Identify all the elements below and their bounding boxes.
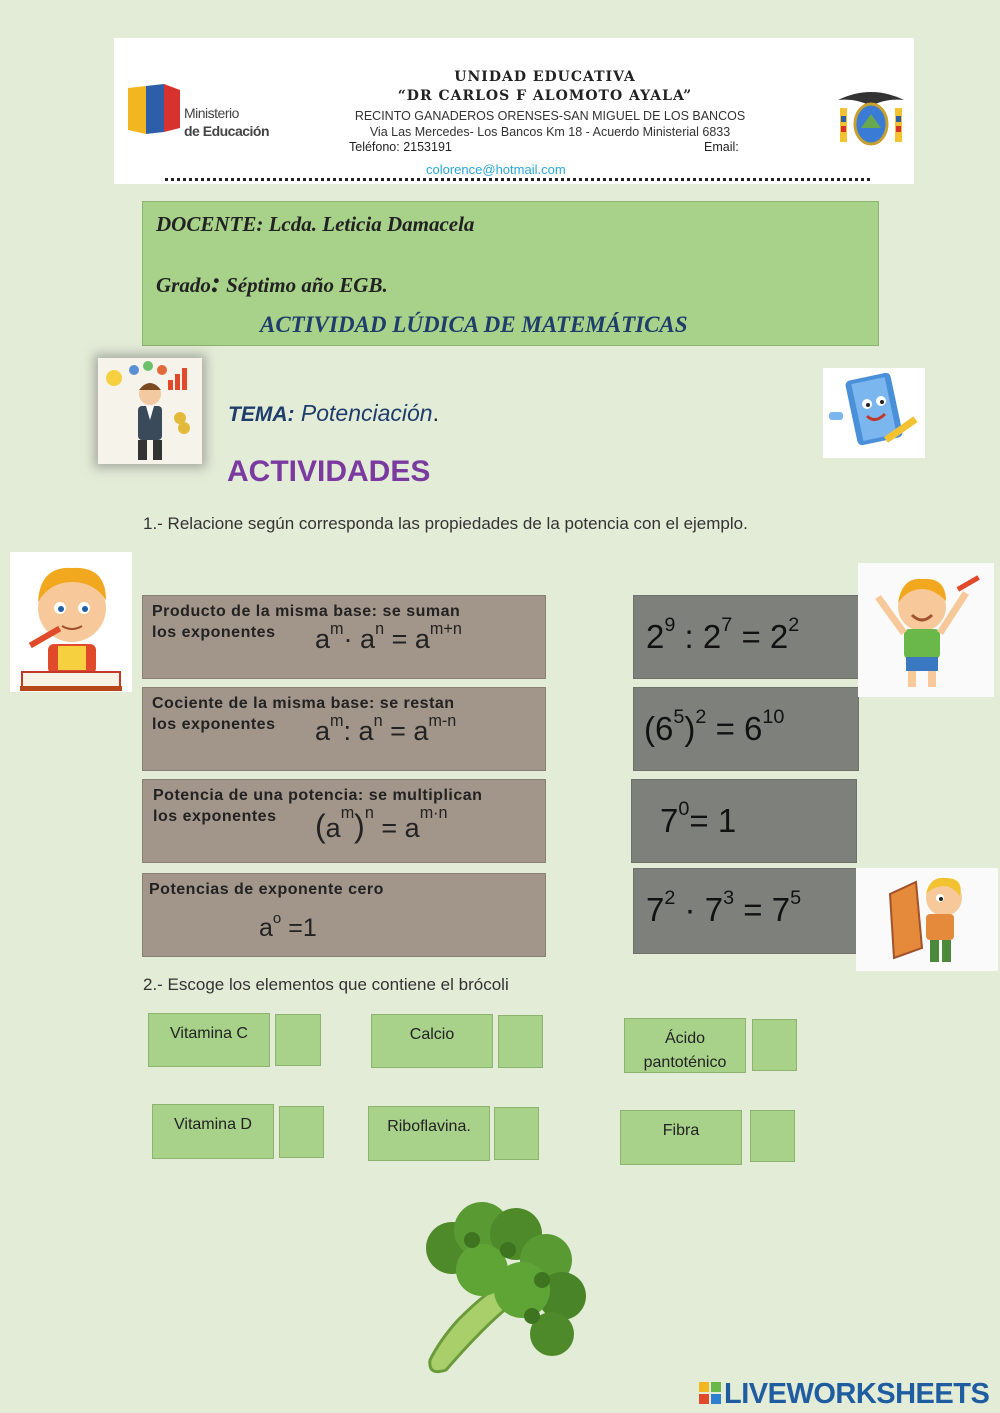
checkbox-vitamina-d[interactable]: [279, 1106, 324, 1158]
example-zero-exponent[interactable]: $7^0= 1$: [631, 779, 857, 863]
coat-of-arms-icon: [834, 86, 908, 150]
liveworksheets-logo-icon: [699, 1382, 721, 1404]
teacher-info-box: [142, 201, 879, 346]
checkbox-riboflavina[interactable]: [494, 1107, 539, 1160]
grade-line: Grado: Séptimo año EGB.: [156, 266, 388, 299]
checkbox-acido-pantotenico[interactable]: [752, 1019, 797, 1071]
activities-heading: ACTIVIDADES: [227, 455, 431, 488]
school-address: RECINTO GANADEROS ORENSES-SAN MIGUEL DE LOS BANCOS Via Las Mercedes- Los Bancos Km 18 - Acuerdo Ministerial 6833: [354, 109, 746, 139]
happy-boy-illustration: [858, 563, 994, 697]
broccoli-illustration: [412, 1200, 592, 1380]
email-label: Email:: [704, 140, 739, 154]
property-power-formula: $(a^m)^n = a^{m\cdot n}$: [315, 804, 448, 844]
activity-title: ACTIVIDAD LÚDICA DE MATEMÁTICAS: [260, 312, 688, 337]
checkbox-fibra[interactable]: [750, 1110, 795, 1162]
notebook-icon: [823, 368, 925, 458]
example-power-of-power[interactable]: $(6^5)^2 = 6^{10}$: [633, 687, 859, 771]
boy-reading-icon: [10, 552, 132, 692]
liveworksheets-watermark: LIVEWORKSHEETS: [724, 1378, 990, 1410]
property-quotient: Cociente de la misma base: se restan los exponentes $a^m$: $a^n = a^{m-n}$: [142, 687, 546, 771]
property-zero-formula: $a^o =1$: [259, 910, 317, 942]
header-divider: [165, 178, 870, 181]
option-calcio: Calcio: [371, 1014, 493, 1068]
option-vitamina-c: Vitamina C: [148, 1013, 270, 1067]
property-power-of-power: Potencia de una potencia: se multiplican los exponentes $(a^m)^n = a^{m\cdot n}$: [142, 779, 546, 863]
notebook-illustration: [823, 368, 925, 458]
checkbox-vitamina-c[interactable]: [275, 1014, 321, 1066]
boy-studying-illustration: [10, 552, 132, 692]
teacher-illustration: [98, 358, 202, 464]
option-fibra: Fibra: [620, 1110, 742, 1165]
option-riboflavina: Riboflavina.: [368, 1106, 490, 1161]
ministry-logo: [126, 84, 184, 140]
school-name: UNIDAD EDUCATIVA “DR CARLOS F ALOMOTO AYALA”: [397, 69, 693, 104]
businessman-icon: [98, 358, 202, 464]
topic-line: TEMA: Potenciación.: [228, 400, 439, 426]
boy-with-map-illustration: [856, 868, 998, 971]
option-acido-pantotenico: Ácido pantoténico: [624, 1018, 746, 1073]
school-phone: Teléfono: 2153191: [349, 140, 452, 154]
school-email: colorence@hotmail.com: [426, 162, 566, 177]
option-vitamina-d: Vitamina D: [152, 1104, 274, 1159]
boy-map-icon: [856, 868, 998, 971]
question-1: 1.- Relacione según corresponda las propiedades de la potencia con el ejemplo.: [143, 514, 748, 533]
question-2: 2.- Escoge los elementos que contiene el brócoli: [143, 975, 509, 994]
checkbox-calcio[interactable]: [498, 1015, 543, 1068]
property-product-formula: $a^m\cdot a^n = a^{m+n}$: [315, 620, 462, 654]
example-quotient[interactable]: $2^9$ : $2^7 = 2^2$: [633, 595, 859, 679]
example-product[interactable]: $7^2 \cdot 7^3 = 7^5$: [633, 868, 857, 954]
cheering-boy-icon: [858, 563, 994, 697]
property-product: Producto de la misma base: se suman los exponentes $a^m\cdot a^n = a^{m+n}$: [142, 595, 546, 679]
ministry-name: Ministerio de Educación: [184, 105, 270, 139]
property-zero-exponent: Potencias de exponente cero $a^o =1$: [142, 873, 546, 957]
property-quotient-formula: $a^m$: $a^n = a^{m-n}$: [315, 712, 457, 746]
teacher-name: DOCENTE: Lcda. Leticia Damacela: [156, 212, 475, 236]
